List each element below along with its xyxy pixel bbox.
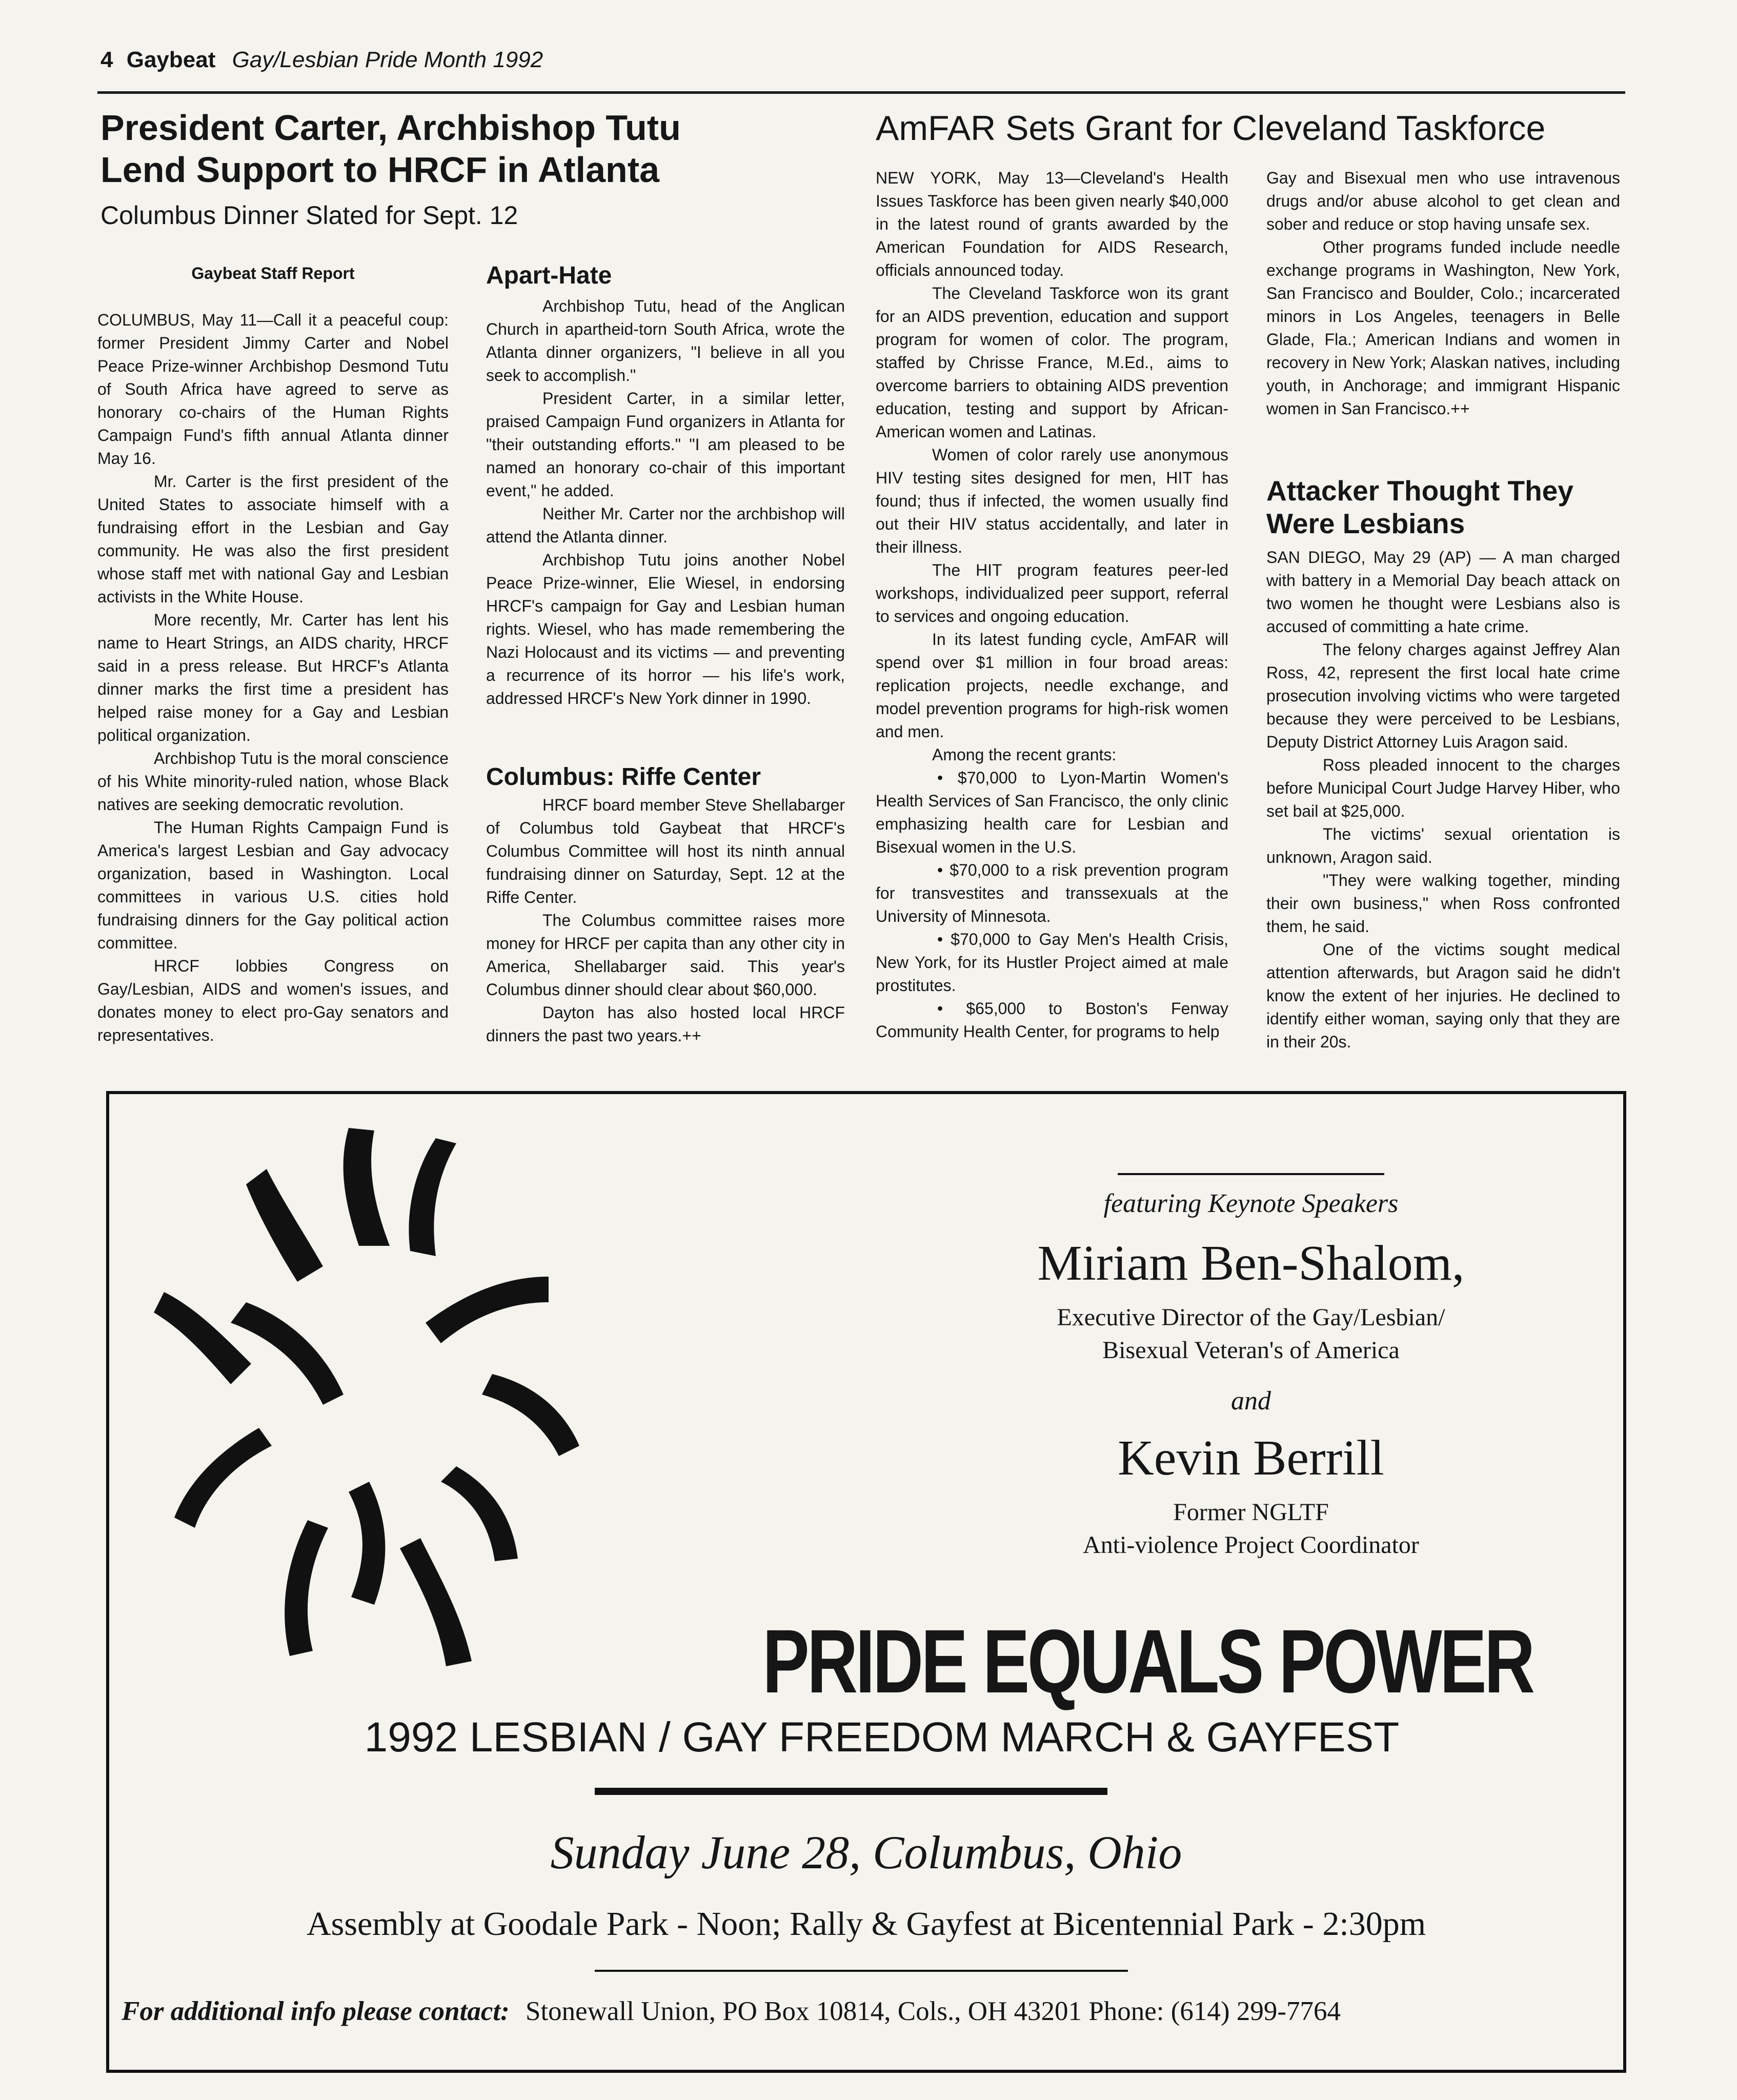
paragraph: HRCF lobbies Congress on Gay/Lesbian, AIDS and women's issues, and donates money to elect pro-Gay senators and representatives. — [97, 957, 449, 1044]
paragraph: Archbishop Tutu, head of the Anglican Church in apartheid-torn South Africa, wrote the Atlanta dinner organizers, "I believe in all you seek to accomplish." — [486, 297, 845, 385]
paragraph: One of the victims sought medical attention afterwards, but Aragon said he didn't know the extent of her injuries. He declined to identify either woman, saying only that they are in their 20s. — [1266, 940, 1620, 1051]
contact-label: For additional info please contact: — [122, 1996, 510, 2026]
paragraph: The felony charges against Jeffrey Alan Ross, 42, represent the first local hate crime prosecution involving victims who were targeted because they were perceived to be Lesbians, Deputy District Attorney Luis Aragon said. — [1266, 640, 1620, 751]
header-rule — [97, 91, 1625, 94]
paragraph: Gay and Bisexual men who use intravenous drugs and/or abuse alcohol to get clean and sober and reduce or stop having unsafe sex. — [1266, 169, 1620, 233]
paragraph: The Cleveland Taskforce won its grant for an AIDS prevention, education and support program for women of color. The program, staffed by Chrisse France, M.Ed., aims to overcome barriers to obtaining AIDS prevention education, testing and support by African-American women and Latinas. — [876, 284, 1228, 441]
speaker1-name: Miriam Ben-Shalom, — [1037, 1236, 1465, 1291]
page-number: 4 — [100, 47, 113, 72]
featuring-label: featuring Keynote Speakers — [1103, 1189, 1399, 1218]
pride-pinwheel-logo-icon — [103, 1107, 718, 1723]
paragraph: SAN DIEGO, May 29 (AP) — A man charged with battery in a Memorial Day beach attack on two women he thought were Lesbians also is accused of committing a hate crime. — [1266, 548, 1620, 636]
paragraph: The HIT program features peer-led workshops, individualized peer support, referral to services and ongoing education. — [876, 561, 1228, 625]
story1-column2b — [486, 794, 845, 1047]
paragraph: HRCF board member Steve Shellabarger of Columbus told Gaybeat that HRCF's Columbus Committee will host its ninth annual fundraising dinner on Saturday, Sept. 12 at the Riffe Center. — [486, 796, 845, 906]
paragraph: The Columbus committee raises more money for HRCF per capita than any other city in America, Shellabarger said. This year's Columbus dinner should clear about $60,000. — [486, 911, 845, 999]
speaker2-title: Former NGLTF Anti-violence Project Coordinator — [1083, 1499, 1419, 1559]
contact-info: Stonewall Union, PO Box 10814, Cols., OH 43201 Phone: (614) 299-7764 — [525, 1996, 1341, 2026]
contact-line — [122, 1996, 1619, 2027]
story1-subhead: Columbus Dinner Slated for Sept. 12 — [100, 201, 518, 230]
paragraph: Mr. Carter is the first president of the United States to associate himself with a fundraising effort in the Lesbian and Gay community. He was also the first president whose staff met with national Gay and Lesbian activists in the White House. — [97, 472, 449, 606]
paragraph: The Human Rights Campaign Fund is America's largest Lesbian and Gay advocacy organization, based in Washington. Local committees in various U.S. cities hold fundraising dinners for the Gay political action committee. — [97, 818, 449, 952]
paragraph: Archbishop Tutu joins another Nobel Peace Prize-winner, Elie Wiesel, in endorsing HRCF's campaign for Gay and Lesbian human rights. Wiesel, who has made remembering the Nazi Holocaust and its victims — and preventing a recurrence of its horror — his life's work, addressed HRCF's New York dinner in 1990. — [486, 551, 845, 708]
story2-column3 — [876, 167, 1228, 1043]
paragraph: • $70,000 to a risk prevention program for transvestites and transsexuals at the University of Minnesota. — [876, 861, 1228, 925]
paragraph: "They were walking together, minding their own business," when Ross confronted them, he said. — [1266, 871, 1620, 936]
event-title: 1992 LESBIAN / GAY FREEDOM MARCH & GAYFEST — [364, 1714, 1400, 1761]
speaker2-name: Kevin Berrill — [1118, 1430, 1384, 1486]
paragraph: • $70,000 to Lyon-Martin Women's Health Services of San Francisco, the only clinic emphasizing health care for Lesbian and Bisexual women in the U.S. — [876, 769, 1228, 856]
paragraph: President Carter, in a similar letter, praised Campaign Fund organizers in Atlanta for "their outstanding efforts." "I am pleased to be named an honorary co-chair of this important event," he added. — [486, 389, 845, 500]
page-header — [100, 47, 543, 73]
speaker1-title: Executive Director of the Gay/Lesbian/ Bisexual Veteran's of America — [1057, 1304, 1445, 1364]
issue-label: Gay/Lesbian Pride Month 1992 — [232, 47, 543, 72]
paragraph: Dayton has also hosted local HRCF dinners the past two years.++ — [486, 1003, 845, 1045]
publication-name: Gaybeat — [126, 47, 216, 72]
event-date: Sunday June 28, Columbus, Ohio — [550, 1826, 1182, 1879]
slogan: PRIDE EQUALS POWER — [762, 1611, 1533, 1712]
section-columbus-riffe: Columbus: Riffe Center — [486, 763, 761, 791]
paragraph: • $65,000 to Boston's Fenway Community Health Center, for programs to help — [876, 999, 1228, 1041]
paragraph: The victims' sexual orientation is unknown, Aragon said. — [1266, 825, 1620, 866]
ad-bottom-divider — [595, 1970, 1128, 1972]
paragraph: Archbishop Tutu is the moral conscience of his White minority-ruled nation, whose Black natives are seeking democratic revolution. — [97, 749, 449, 814]
story3-body — [1266, 546, 1620, 1054]
event-schedule: Assembly at Goodale Park - Noon; Rally & Gayfest at Bicentennial Park - 2:30pm — [306, 1905, 1426, 1943]
paragraph: More recently, Mr. Carter has lent his name to Heart Strings, an AIDS charity, HRCF said in a press release. But HRCF's Atlanta dinner marks the first time a president has helped raise money for a Gay and Lesbian political organization. — [97, 611, 449, 744]
paragraph: • $70,000 to Gay Men's Health Crisis, New York, for its Hustler Project aimed at male prostitutes. — [876, 930, 1228, 995]
and-label: and — [1231, 1386, 1271, 1416]
story3-headline: Attacker Thought They Were Lesbians — [1266, 475, 1573, 539]
paragraph: Other programs funded include needle exchange programs in Washington, New York, San Francisco and Boulder, Colo.; incarcerated minors in Los Angeles, teenagers in Belle Glade, Fla.; American Indians and women in recovery in New York; Alaskan natives, including youth, in Anchorage; and immigrant Hispanic women in San Francisco.++ — [1266, 238, 1620, 418]
story1-column2a — [486, 295, 845, 710]
paragraph: COLUMBUS, May 11—Call it a peaceful coup: former President Jimmy Carter and Nobel Peace Prize-winner Archbishop Desmond Tutu of South Africa have agreed to serve as honorary co-chairs of the Human Rights Campaign Fund's fifth annual Atlanta dinner May 16. — [97, 311, 449, 468]
paragraph: Ross pleaded innocent to the charges before Municipal Court Judge Harvey Hiber, who set bail at $25,000. — [1266, 756, 1620, 820]
section-apart-hate: Apart-Hate — [486, 262, 612, 289]
story1-column1 — [97, 309, 449, 1047]
ad-thick-divider — [595, 1788, 1107, 1795]
paragraph: Among the recent grants: — [932, 745, 1117, 764]
paragraph: Women of color rarely use anonymous HIV testing sites designed for men, HIT has found; thus if infected, the women usually find out their HIV status accidentally, and later in their illness. — [876, 446, 1228, 556]
paragraph: In its latest funding cycle, AmFAR will spend over $1 million in four broad areas: replication projects, needle exchange, and model prevention programs for high-risk women and men. — [876, 630, 1228, 741]
story2-headline: AmFAR Sets Grant for Cleveland Taskforce — [876, 109, 1546, 148]
story2-column4 — [1266, 167, 1620, 420]
paragraph: NEW YORK, May 13—Cleveland's Health Issues Taskforce has been given nearly $40,000 in the latest round of grants awarded by the American Foundation for AIDS Research, officials announced today. — [876, 169, 1228, 279]
paragraph: Neither Mr. Carter nor the archbishop will attend the Atlanta dinner. — [486, 504, 845, 546]
story1-byline: Gaybeat Staff Report — [191, 264, 355, 282]
story1-headline: President Carter, Archbishop Tutu Lend Support to HRCF in Atlanta — [100, 108, 681, 190]
ad-divider — [1118, 1173, 1384, 1175]
